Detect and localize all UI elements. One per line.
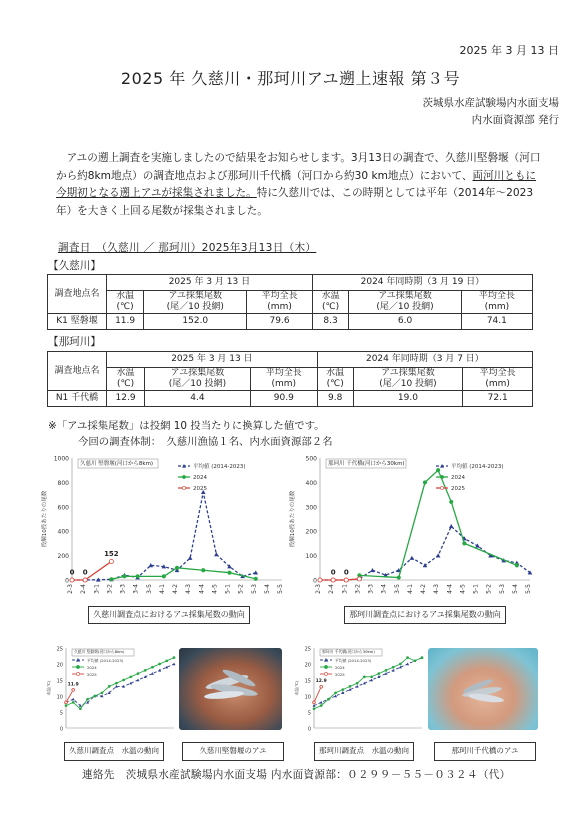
y-tick-label: 10 — [56, 694, 63, 701]
data-point — [334, 695, 337, 698]
x-tick-label: 3-1 — [341, 584, 349, 594]
series-line — [111, 568, 255, 579]
data-point — [122, 574, 126, 578]
data-point — [413, 659, 416, 662]
data-point — [334, 691, 337, 694]
survey-staff: 今回の調査体制： 久慈川漁協１名、内水面資源部２名 — [78, 436, 333, 448]
y-tick-label: 200 — [57, 553, 69, 561]
data-point — [399, 663, 402, 666]
x-tick-label: 4-2 — [420, 584, 427, 594]
data-point — [115, 682, 118, 685]
x-tick-label: 5-3 — [498, 584, 506, 594]
data-point — [201, 568, 205, 572]
data-point — [318, 578, 322, 582]
kuji-photo-caption: 久慈川堅磐堰のアユ — [182, 742, 284, 761]
series-line — [66, 658, 174, 709]
data-label: 0 — [82, 568, 88, 577]
y-tick-label: 20 — [304, 662, 311, 669]
x-tick-label: 4-1 — [158, 584, 166, 594]
x-tick-label: 4-1 — [406, 584, 414, 594]
x-tick-label: 4-5 — [459, 584, 467, 594]
series-line — [66, 690, 73, 702]
col-count: アユ採集尾数 (尾／10 投網) — [145, 368, 251, 391]
data-point — [93, 695, 96, 698]
x-tick-label: 3-1 — [93, 584, 101, 594]
y-tick-label: 200 — [305, 528, 317, 536]
data-point — [227, 571, 231, 575]
legend-label: 平均値 (2014-2023) — [193, 464, 246, 470]
data-point — [462, 541, 466, 545]
data-point — [254, 577, 258, 581]
x-tick-label: 3-5 — [393, 584, 401, 594]
data-point — [449, 524, 454, 528]
cell: 90.9 — [250, 391, 317, 407]
data-point — [70, 578, 74, 582]
data-point — [83, 578, 87, 582]
series-line — [69, 561, 111, 580]
kuji-count-caption: 久慈川調査点におけるアユ採集尾数の動向 — [88, 606, 250, 624]
cell: 19.0 — [353, 391, 463, 407]
publisher-line-1: 茨城県水産試験場内水面支場 — [422, 97, 559, 109]
data-point — [65, 704, 68, 707]
cell: 11.9 — [107, 314, 144, 330]
legend-marker — [440, 486, 443, 489]
y-tick-label: 400 — [57, 528, 69, 536]
kuji-count-chart — [38, 452, 288, 600]
contact-footer: 連絡先 茨城県水産試験場内水面支場 内水面資源部：０２９９－５５－０３２４（代） — [82, 769, 511, 781]
naka-table — [47, 351, 533, 407]
data-point — [109, 577, 113, 581]
y-tick-label: 25 — [304, 646, 311, 653]
col-length: 平均全長 (mm) — [250, 368, 317, 391]
data-point — [320, 704, 323, 707]
x-tick-label: 5-5 — [525, 584, 532, 594]
y-tick-label: 10 — [304, 694, 311, 701]
data-point — [72, 698, 75, 701]
legend-label: 2024 — [193, 475, 207, 481]
naka-count-caption: 那珂川調査点におけるアユ採集尾数の動向 — [344, 606, 506, 624]
data-point — [356, 685, 359, 688]
chart-title: 那珂川 千代橋(河口から30km) — [322, 649, 375, 654]
series-line — [66, 664, 174, 706]
naka-photo-caption: 那珂川千代橋のアユ — [434, 742, 536, 761]
legend-marker — [324, 672, 327, 675]
data-label: 0 — [69, 568, 75, 577]
legend-label: 2025 — [193, 486, 207, 492]
col-temp: 水温 (℃) — [107, 368, 145, 391]
period-now: 2025 年 3 月 13 日 — [107, 275, 313, 291]
kuji-temp-chart — [44, 644, 178, 736]
y-tick-label: 0 — [313, 577, 317, 585]
legend-label: 平均値 (2014-2023) — [451, 464, 504, 470]
data-point — [436, 553, 441, 557]
data-point — [449, 500, 453, 504]
chart-title: 那珂川 千代橋(河口から30km) — [328, 461, 405, 467]
naka-temp-caption: 那珂川調査点 水温の動向 — [314, 742, 414, 761]
kuji-ayu-photo — [179, 648, 282, 730]
data-point — [320, 701, 323, 704]
x-tick-label: 5-3 — [250, 584, 258, 594]
data-point — [109, 559, 113, 563]
naka-ayu-photo — [428, 648, 538, 730]
chart-title: 久慈川 堅磐堰(河口から8km) — [74, 649, 125, 654]
data-point — [331, 578, 335, 582]
data-point — [79, 707, 82, 710]
data-point — [173, 663, 176, 666]
x-tick-label: 4-4 — [446, 584, 454, 594]
x-tick-label: 3-4 — [380, 584, 388, 594]
x-tick-label: 4-2 — [172, 584, 179, 594]
legend-label: 2024 — [335, 665, 345, 670]
legend-label: 2024 — [87, 665, 97, 670]
issue-date: 2025 年 3 月 13 日 — [459, 44, 559, 57]
cell: 72.1 — [463, 391, 533, 407]
data-point — [162, 574, 166, 578]
data-point — [136, 574, 140, 578]
data-point — [214, 552, 219, 556]
cell: 4.4 — [145, 391, 251, 407]
y-tick-label: 300 — [305, 504, 317, 512]
x-tick-label: 5-4 — [511, 584, 519, 594]
x-tick-label: 2-3 — [67, 584, 74, 594]
x-tick-label: 5-1 — [224, 584, 232, 594]
data-point — [65, 701, 68, 704]
cell-loc: N1 千代橋 — [48, 391, 107, 407]
x-tick-label: 2-3 — [315, 584, 322, 594]
y-tick-label: 25 — [56, 646, 63, 653]
data-point — [313, 707, 316, 710]
data-label: 152 — [104, 550, 119, 559]
col-temp: 水温 (℃) — [317, 368, 353, 391]
data-point — [341, 688, 344, 691]
fish-image — [179, 648, 282, 730]
data-point — [356, 682, 359, 685]
kuji-table — [47, 274, 533, 330]
legend-label: 平均値 (2014-2023) — [335, 658, 372, 663]
intro-text-2: 特に久慈川では、この時期としては平年（2014年～2023年）を大きく上回る尾数が採集されました。 — [56, 187, 534, 217]
y-tick-label: 5 — [307, 710, 311, 717]
col-length: 平均全長 (mm) — [247, 291, 312, 314]
data-point — [137, 672, 140, 675]
x-tick-label: 5-2 — [237, 584, 245, 594]
legend-label: 平均値 (2014-2023) — [87, 658, 124, 663]
data-point — [122, 679, 125, 682]
y-tick-label: 15 — [56, 678, 63, 685]
data-label: 11.9 — [67, 682, 79, 688]
data-point — [188, 556, 193, 560]
legend-marker — [76, 665, 79, 668]
y-axis-label: 水温(℃) — [46, 680, 51, 696]
data-point — [137, 679, 140, 682]
table-row — [48, 314, 533, 330]
x-tick-label: 4-3 — [433, 584, 441, 594]
data-point — [165, 659, 168, 662]
data-point — [72, 701, 75, 704]
series-line — [314, 658, 422, 706]
data-point — [423, 563, 428, 567]
data-point — [253, 570, 258, 574]
y-tick-label: 1000 — [53, 455, 69, 463]
data-point — [129, 675, 132, 678]
series-line — [320, 526, 530, 580]
x-tick-label: 5-2 — [485, 584, 493, 594]
y-axis-label: 投網10投あたりの尾数 — [290, 490, 296, 548]
col-count: アユ採集尾数 (尾／10 投網) — [353, 368, 463, 391]
legend-marker — [324, 665, 327, 668]
y-tick-label: 15 — [304, 678, 311, 685]
data-label: 0 — [343, 568, 349, 577]
y-tick-label: 0 — [59, 726, 63, 733]
y-tick-label: 800 — [57, 479, 69, 487]
x-tick-label: 2-4 — [328, 584, 336, 594]
x-tick-label: 3-4 — [132, 584, 140, 594]
x-tick-label: 3-3 — [119, 584, 127, 594]
data-point — [357, 577, 361, 581]
data-point — [377, 672, 380, 675]
data-point — [313, 701, 316, 704]
x-tick-label: 3-5 — [145, 584, 153, 594]
data-point — [344, 578, 348, 582]
chart-title: 久慈川 堅磐堰(河口から8km) — [80, 461, 154, 467]
x-tick-label: 3-3 — [367, 584, 375, 594]
y-tick-label: 400 — [305, 479, 317, 487]
legend-label: 2025 — [335, 672, 345, 677]
data-point — [72, 689, 75, 692]
data-label: 12.9 — [315, 679, 327, 685]
y-tick-label: 5 — [59, 710, 63, 717]
cell: 8.3 — [312, 314, 349, 330]
x-tick-label: 4-3 — [185, 584, 193, 594]
kuji-temp-caption: 久慈川調査点 水温の動向 — [64, 742, 164, 761]
page-title: 2025 年 久慈川・那珂川アユ遡上速報 第３号 — [120, 69, 461, 88]
table-note: ※「アユ採集尾数」は投網 10 投当たりに換算した値です。 — [48, 420, 325, 432]
section-kuji: 【久慈川】 — [48, 260, 101, 272]
data-point — [392, 666, 395, 669]
col-temp: 水温 (℃) — [107, 291, 144, 314]
data-point — [370, 568, 375, 572]
data-point — [423, 480, 427, 484]
series-line — [320, 579, 359, 580]
x-tick-label: 4-4 — [198, 584, 206, 594]
fish-image — [428, 648, 538, 730]
naka-count-chart — [286, 452, 536, 600]
data-point — [173, 656, 176, 659]
data-point — [385, 669, 388, 672]
table-row — [48, 391, 533, 407]
legend-marker — [182, 486, 185, 489]
x-tick-label: 3-2 — [106, 584, 114, 594]
data-point — [397, 575, 401, 579]
y-axis-label: 水温(℃) — [294, 680, 299, 696]
period-now: 2025 年 3 月 13 日 — [107, 352, 318, 368]
series-line — [314, 687, 321, 703]
x-tick-label: 4-5 — [211, 584, 219, 594]
cell: 9.8 — [317, 391, 353, 407]
legend-label: 2025 — [451, 486, 465, 492]
data-point — [320, 685, 323, 688]
data-point — [101, 691, 104, 694]
section-naka: 【那珂川】 — [48, 336, 101, 348]
x-tick-label: 5-4 — [263, 584, 271, 594]
data-point — [151, 666, 154, 669]
col-length: 平均全長 (mm) — [463, 368, 533, 391]
y-axis-label: 投網10投あたりの尾数 — [42, 490, 48, 548]
intro-highlight: 両河川ともに今期初となる遡上アユが採集されました。 — [56, 169, 537, 199]
loc-header: 調査地点名 — [48, 275, 107, 314]
y-tick-label: 500 — [305, 455, 317, 463]
cell: 152.0 — [144, 314, 247, 330]
y-tick-label: 100 — [305, 553, 317, 561]
intro-paragraph — [56, 150, 546, 220]
data-point — [349, 685, 352, 688]
intro-text-1: アユの遡上調査を実施しましたので結果をお知らせします。3月13日の調査で、久慈川堅磐堰（河口から約8km地点）の調査地点および那珂川千代橋（河口から約30 km地点）において、 — [56, 152, 541, 182]
data-point — [108, 685, 111, 688]
x-tick-label: 5-1 — [472, 584, 480, 594]
legend-label: 2025 — [87, 672, 97, 677]
legend-marker — [76, 672, 79, 675]
data-point — [410, 556, 415, 560]
naka-temp-chart — [292, 644, 426, 736]
y-tick-label: 600 — [57, 504, 69, 512]
data-point — [421, 656, 424, 659]
col-temp: 水温 (℃) — [312, 291, 349, 314]
data-point — [406, 663, 409, 666]
publisher-line-2: 内水面資源部 発行 — [471, 114, 559, 126]
data-point — [327, 698, 330, 701]
legend-label: 2024 — [451, 475, 465, 481]
data-point — [436, 468, 440, 472]
period-prev: 2024 年同時期（3 月 7 日） — [317, 352, 532, 368]
data-point — [158, 663, 161, 666]
data-point — [151, 672, 154, 675]
col-count: アユ採集尾数 (尾／10 投網) — [349, 291, 461, 314]
data-point — [385, 672, 388, 675]
data-point — [175, 566, 179, 570]
cell: 74.1 — [461, 314, 532, 330]
y-tick-label: 20 — [56, 662, 63, 669]
loc-header: 調査地点名 — [48, 352, 107, 391]
legend-marker — [182, 475, 185, 478]
data-point — [144, 669, 147, 672]
x-tick-label: 3-2 — [354, 584, 362, 594]
data-label: 0 — [330, 568, 336, 577]
cell: 12.9 — [107, 391, 145, 407]
data-point — [370, 675, 373, 678]
cell: 79.6 — [247, 314, 312, 330]
col-count: アユ採集尾数 (尾／10 投網) — [144, 291, 247, 314]
col-length: 平均全長 (mm) — [461, 291, 532, 314]
legend-marker — [440, 475, 443, 478]
data-point — [363, 675, 366, 678]
y-tick-label: 0 — [65, 577, 69, 585]
x-tick-label: 5-5 — [277, 584, 284, 594]
data-point — [406, 656, 409, 659]
period-prev: 2024 年同時期（3 月 19 日） — [312, 275, 532, 291]
data-point — [515, 563, 519, 567]
y-tick-label: 0 — [307, 726, 311, 733]
cell-loc: K1 堅磐堰 — [48, 314, 107, 330]
data-point — [370, 679, 373, 682]
survey-date: 調査日 （久慈川 ／ 那珂川）2025年3月13日（木） — [58, 242, 317, 254]
cell: 6.0 — [349, 314, 461, 330]
series-line — [359, 470, 517, 577]
data-point — [86, 698, 89, 701]
x-tick-label: 2-4 — [80, 584, 88, 594]
